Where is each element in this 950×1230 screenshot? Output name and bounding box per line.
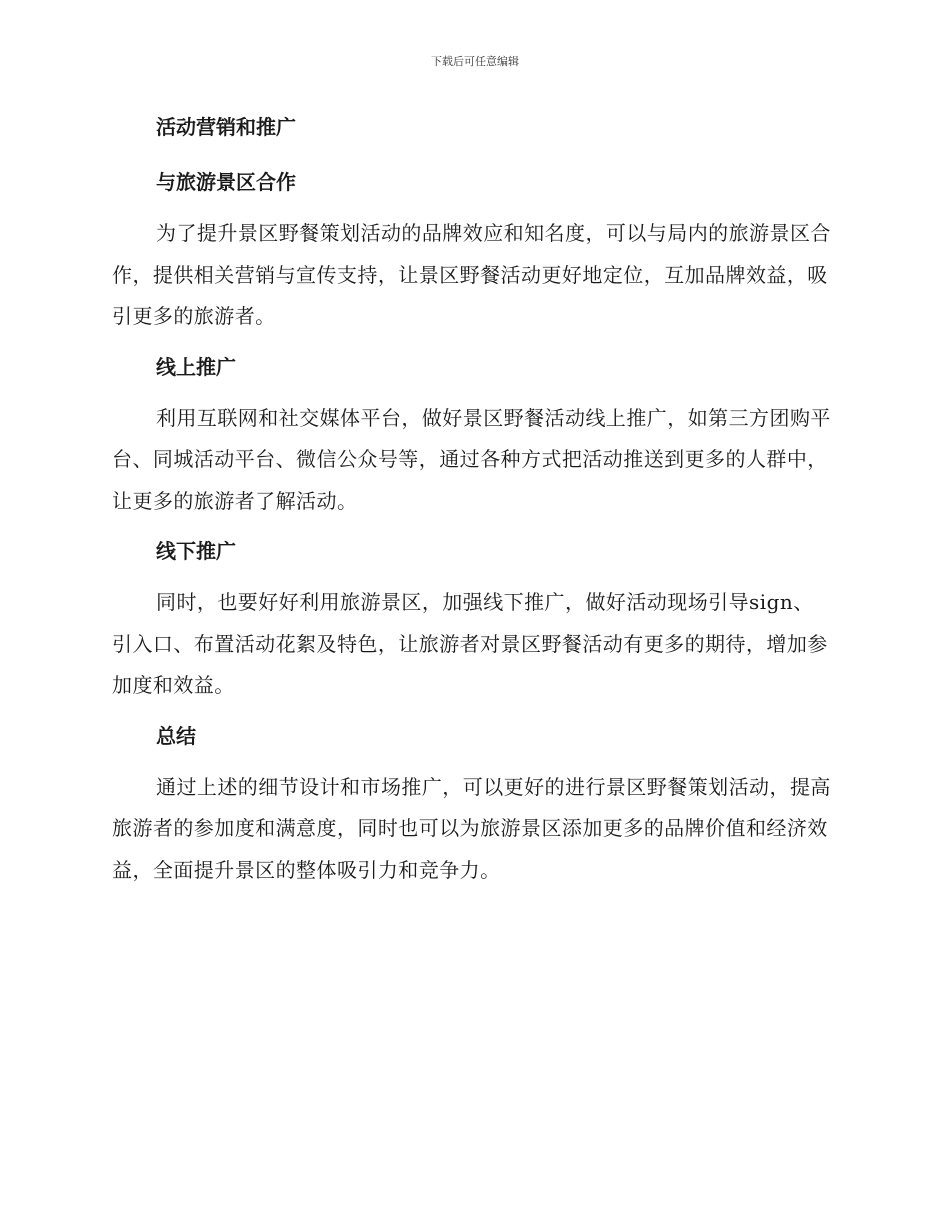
paragraph-online-promotion: 利用互联网和社交媒体平台，做好景区野餐活动线上推广，如第三方团购平台、同城活动平台、微信公众号等，通过各种方式把活动推送到更多的人群中，让更多的旅游者了解活动。 (112, 405, 831, 513)
section-heading-scenic-cooperation: 与旅游景区合作 (156, 170, 296, 194)
section-heading-marketing: 活动营销和推广 (156, 115, 296, 139)
page-header: 下载后可任意编辑 (431, 55, 519, 68)
paragraph-summary: 通过上述的细节设计和市场推广，可以更好的进行景区野餐策划活动，提高旅游者的参加度和满意度，同时也可以为旅游景区添加更多的品牌价值和经济效益，全面提升景区的整体吸引力和竞争力。 (112, 774, 831, 882)
section-heading-offline-promotion: 线下推广 (156, 539, 236, 563)
paragraph-offline-promotion: 同时，也要好好利用旅游景区，加强线下推广，做好活动现场引导sign、引入口、布置活动花絮及特色，让旅游者对景区野餐活动有更多的期待，增加参加度和效益。 (112, 590, 828, 697)
paragraph-scenic-cooperation: 为了提升景区野餐策划活动的品牌效应和知名度，可以与局内的旅游景区合作，提供相关营销与宣传支持，让景区野餐活动更好地定位，互加品牌效益，吸引更多的旅游者。 (112, 221, 831, 328)
section-heading-summary: 总结 (156, 723, 196, 748)
section-heading-online-promotion: 线上推广 (156, 354, 236, 379)
document-body (112, 108, 832, 891)
